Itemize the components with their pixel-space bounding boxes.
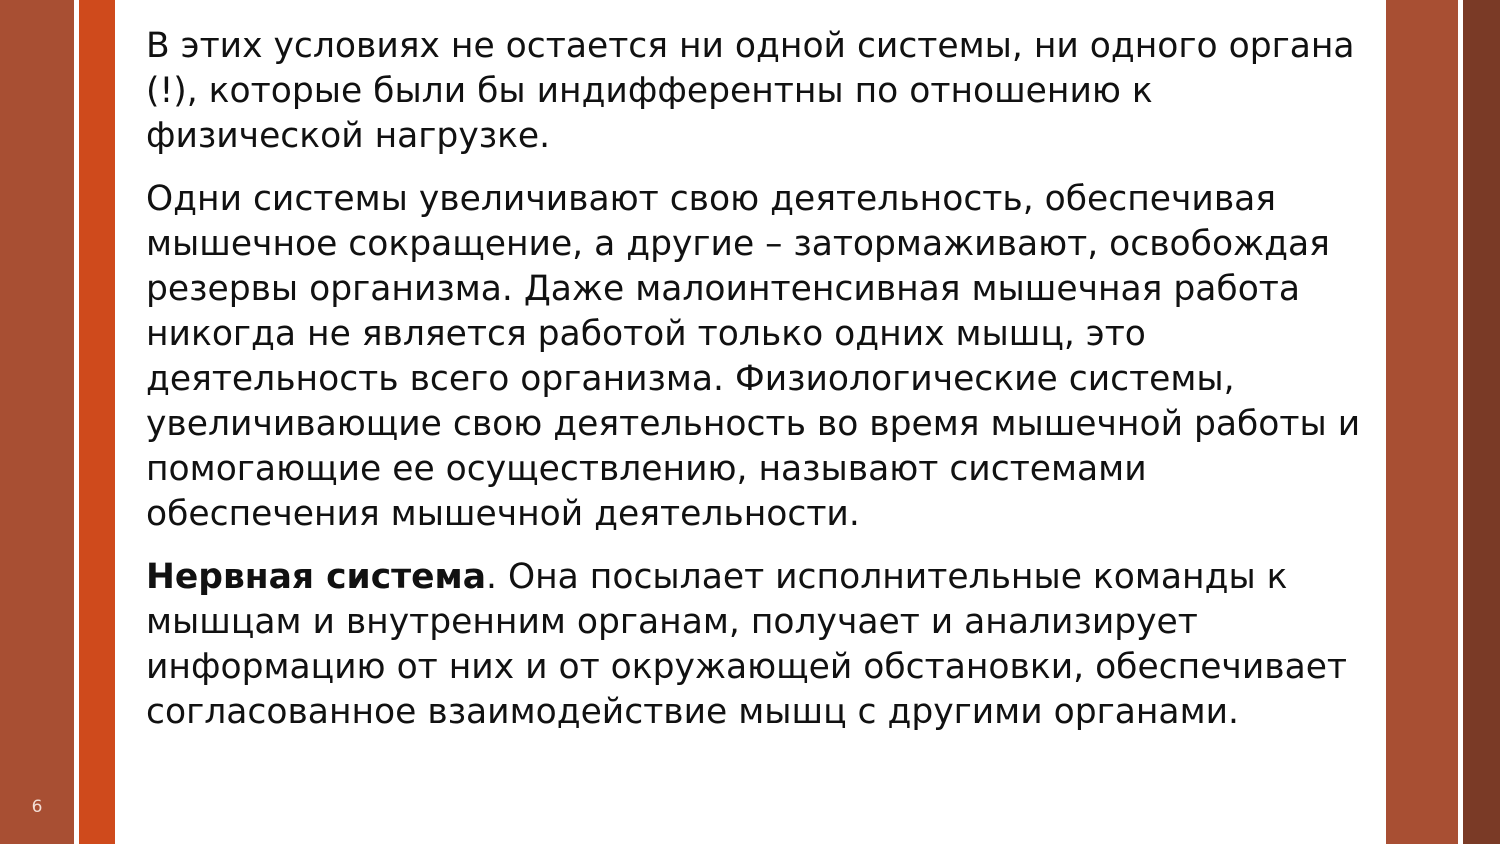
right-inner-stripe [1386,0,1458,844]
paragraph-2-text: Одни системы увеличивают свою деятельность, обеспечивая мышечное сокращение, а другие – затормаживают, освобождая резервы организма. Даже малоинтенсивная мышечная работа никогда не является работой только одних мышц, это деятельность всего организма. Физиологические системы, увеличивающие свою деятельность во время мышечной работы и помогающие ее осуществлению, называют системами обеспечения мышечной деятельности. [146,179,1361,534]
paragraph-3-text: . Она посылает исполнительные команды к мышцам и внутренним органам, получает и анализирует информацию от них и от окружающей обстановки, обеспечивает согласованное взаимодействие мышц с другими органами. [146,557,1348,732]
paragraph-1-text: В этих условиях не остается ни одной системы, ни одного органа (!), которые были бы индифферентны по отношению к физической нагрузке. [146,26,1355,156]
paragraph-2 [146,177,1371,537]
left-outer-stripe [0,0,74,844]
paragraph-3-heading: Нервная система [146,557,487,597]
slide-body [146,24,1371,753]
right-outer-stripe [1463,0,1500,844]
paragraph-3 [146,555,1371,735]
left-inner-stripe [79,0,115,844]
slide-number: 6 [31,797,43,817]
paragraph-1 [146,24,1371,159]
